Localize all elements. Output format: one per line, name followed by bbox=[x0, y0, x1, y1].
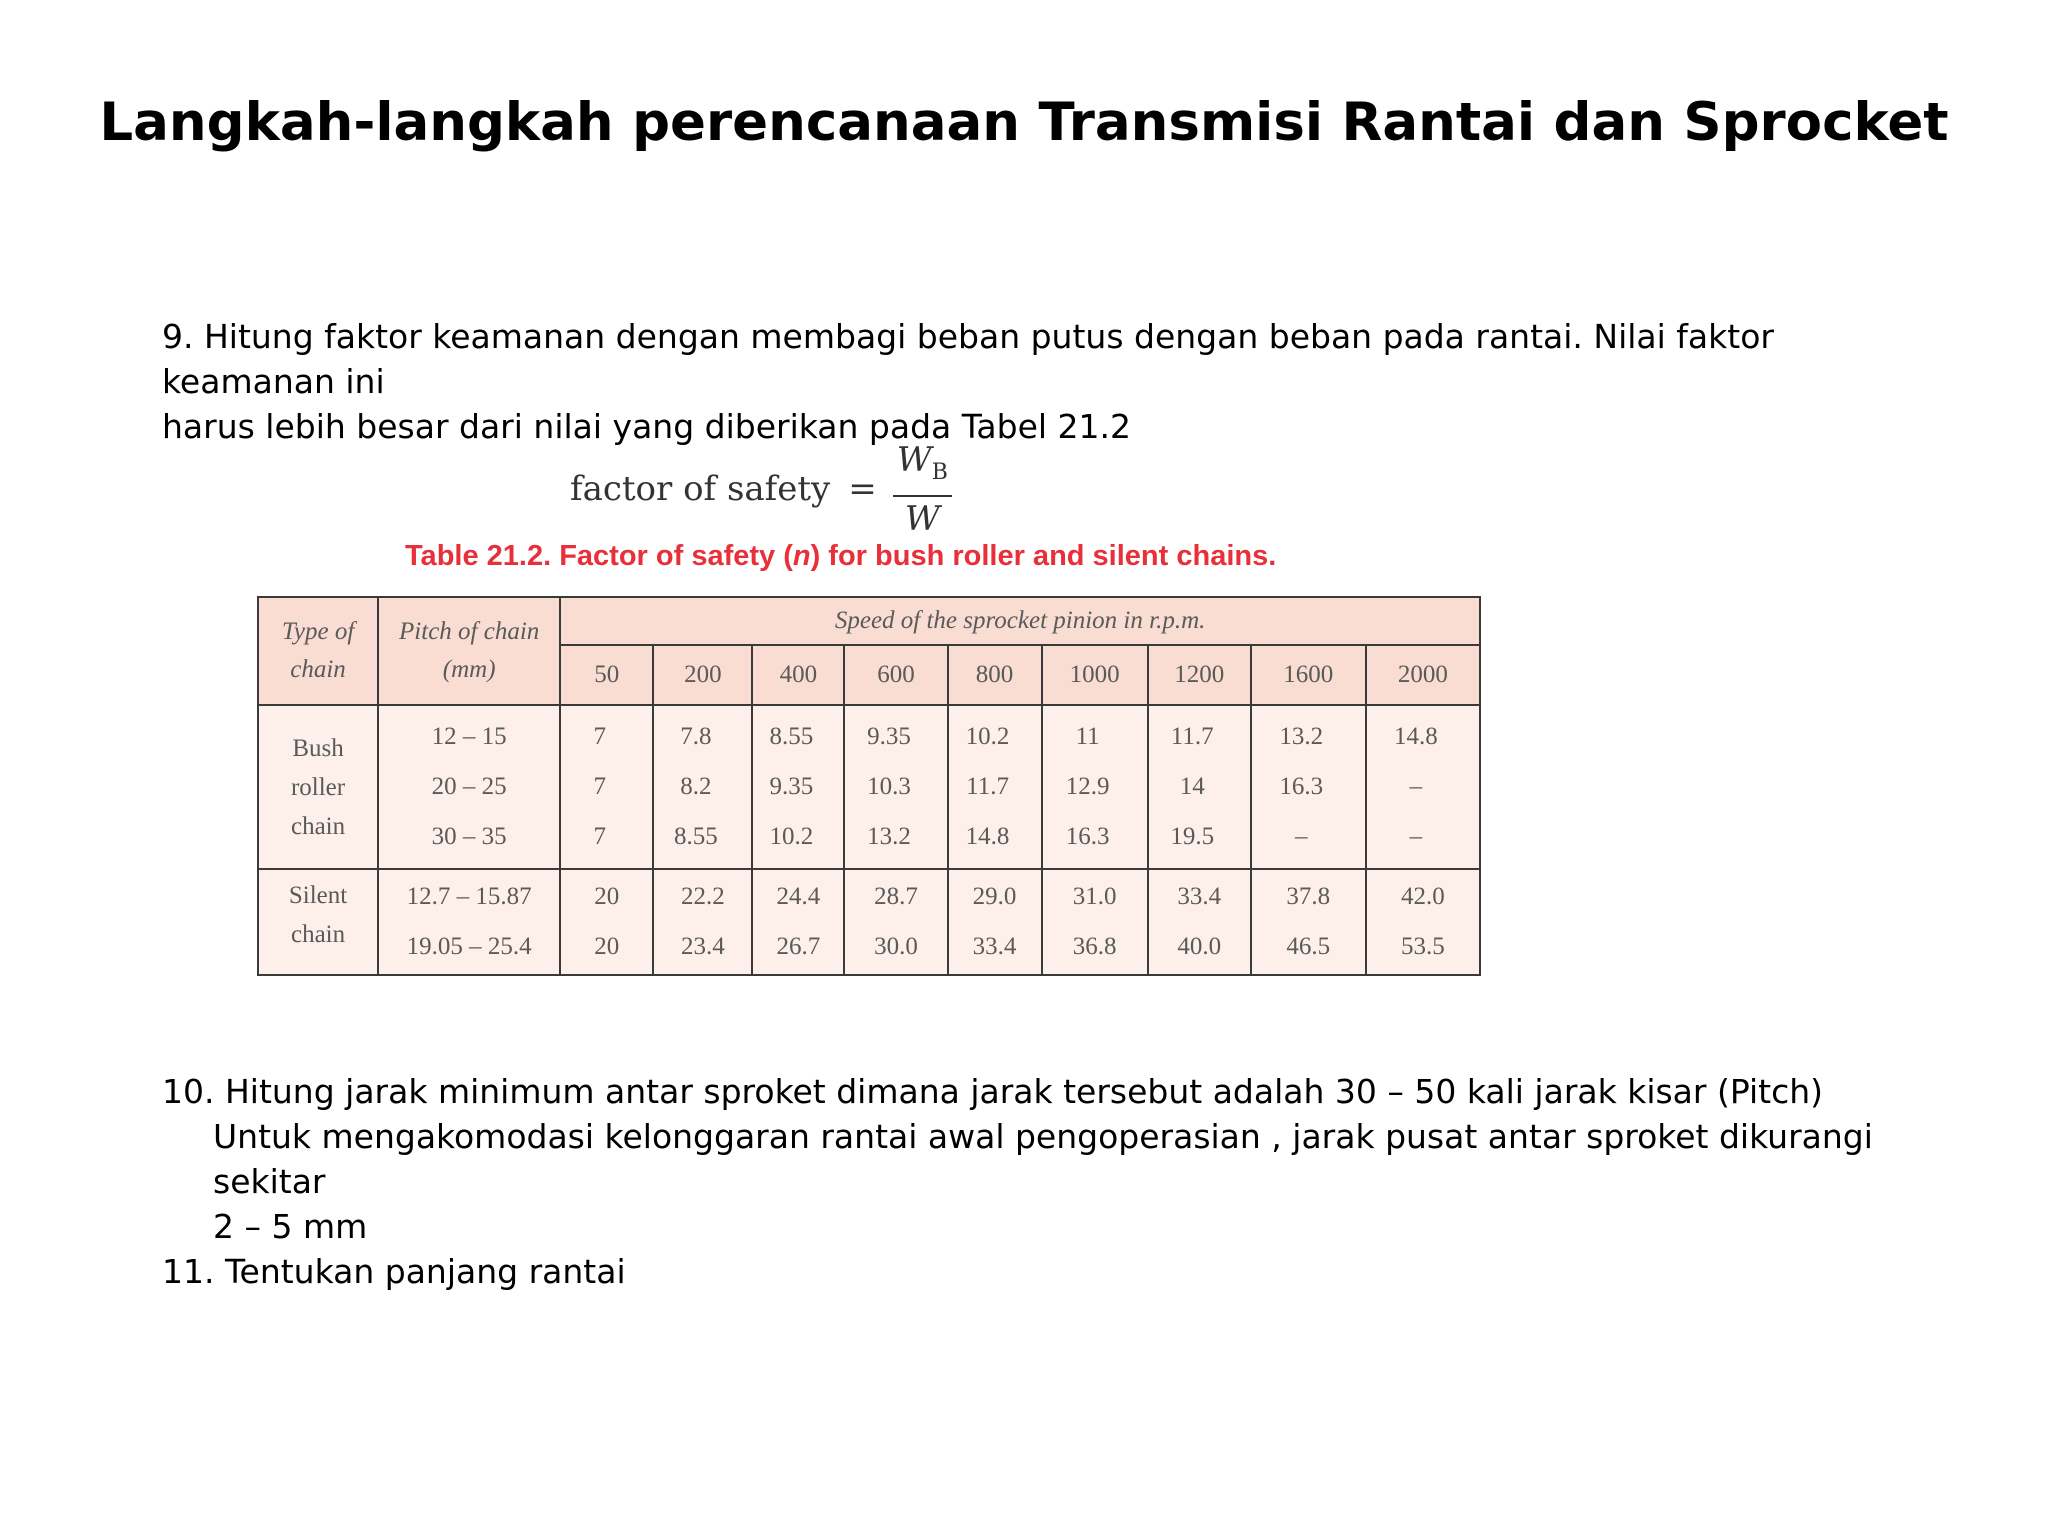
silent-col-50 bbox=[560, 869, 653, 975]
silent-col-1000 bbox=[1042, 869, 1148, 975]
bush-roller-col-2000 bbox=[1366, 705, 1480, 869]
speed-header: 1600 bbox=[1251, 645, 1366, 705]
table-cell: 8.55 bbox=[769, 723, 814, 750]
silent-col-1600 bbox=[1251, 869, 1366, 975]
table-cell: 53.5 bbox=[1401, 933, 1445, 960]
table-header-row-1 bbox=[258, 597, 1480, 645]
speed-header: 2000 bbox=[1366, 645, 1480, 705]
bush-roller-col-1200 bbox=[1148, 705, 1251, 869]
bush-roller-pitches bbox=[378, 705, 560, 869]
formula-label: factor of safety bbox=[570, 469, 831, 510]
table-cell: 13.2 bbox=[867, 823, 911, 850]
speed-header: 1000 bbox=[1042, 645, 1148, 705]
table-caption bbox=[405, 540, 1276, 573]
table-cell: 7 bbox=[593, 823, 607, 850]
table-cell: 16.3 bbox=[1065, 823, 1110, 850]
speed-header: 800 bbox=[948, 645, 1042, 705]
formula-denominator: W bbox=[904, 498, 940, 539]
bush-roller-col-200 bbox=[653, 705, 752, 869]
caption-variable: n bbox=[792, 540, 811, 572]
table-cell: 22.2 bbox=[680, 883, 725, 910]
step-9-line-2: harus lebih besar dari nilai yang diberikan pada Tabel 21.2 bbox=[162, 407, 1132, 446]
silent-col-800 bbox=[948, 869, 1042, 975]
speed-header: 1200 bbox=[1148, 645, 1251, 705]
silent-chain-row bbox=[258, 869, 1480, 975]
bush-roller-col-600 bbox=[844, 705, 947, 869]
speed-header: 200 bbox=[653, 645, 752, 705]
table-cell: 11.7 bbox=[966, 773, 1009, 800]
speed-header: 600 bbox=[844, 645, 947, 705]
step-10-line-1: 10. Hitung jarak minimum antar sproket dimana jarak tersebut adalah 30 – 50 kali jarak kisar (Pitch) bbox=[162, 1072, 1824, 1111]
speed-header: 400 bbox=[752, 645, 844, 705]
table-cell: 10.2 bbox=[769, 823, 814, 850]
table-cell: 36.8 bbox=[1072, 933, 1117, 960]
table-cell: 30.0 bbox=[874, 933, 918, 960]
table-cell: 14 bbox=[1179, 773, 1205, 800]
table-cell: 11.7 bbox=[1170, 723, 1214, 750]
bush-roller-col-50 bbox=[560, 705, 653, 869]
silent-col-400 bbox=[752, 869, 844, 975]
header-type: Type of chain bbox=[258, 597, 378, 705]
slide-title: Langkah-langkah perencanaan Transmisi Rantai dan Sprocket bbox=[99, 92, 1949, 153]
pitch-value: 12.7 – 15.87 bbox=[406, 883, 532, 910]
table-cell: 26.7 bbox=[776, 933, 821, 960]
table-cell: 7.8 bbox=[680, 723, 712, 750]
table-cell: 9.35 bbox=[867, 723, 911, 750]
table-cell: 12.9 bbox=[1065, 773, 1110, 800]
table-cell: 31.0 bbox=[1072, 883, 1117, 910]
table-cell: 14.8 bbox=[1394, 723, 1438, 750]
formula-fraction bbox=[893, 440, 952, 539]
table-cell: 13.2 bbox=[1279, 723, 1324, 750]
table-cell: 19.5 bbox=[1170, 823, 1215, 850]
header-pitch: Pitch of chain (mm) bbox=[378, 597, 560, 705]
table-cell: 29.0 bbox=[972, 883, 1017, 910]
speed-header: 50 bbox=[560, 645, 653, 705]
table-cell: 10.3 bbox=[867, 773, 911, 800]
formula-equals: = bbox=[848, 469, 877, 510]
table-cell: 40.0 bbox=[1177, 933, 1222, 960]
table-cell: 46.5 bbox=[1286, 933, 1331, 960]
table-cell: 33.4 bbox=[1177, 883, 1222, 910]
safety-factor-formula bbox=[570, 440, 952, 539]
bush-roller-type: Bush roller chain bbox=[258, 705, 378, 869]
safety-factor-table bbox=[257, 596, 1481, 976]
step-9-paragraph bbox=[162, 314, 1882, 449]
pitch-value: 30 – 35 bbox=[431, 823, 507, 850]
step-10-line-3: 2 – 5 mm bbox=[213, 1207, 368, 1246]
pitch-value: 20 – 25 bbox=[431, 773, 507, 800]
caption-prefix: Table 21.2. Factor of safety ( bbox=[405, 540, 793, 572]
step-10-line-2: Untuk mengakomodasi kelonggaran rantai awal pengoperasian , jarak pusat antar sproket dikurangi sekitar bbox=[213, 1117, 1873, 1201]
numerator-subscript: B bbox=[931, 459, 948, 485]
table-cell: 9.35 bbox=[769, 773, 814, 800]
table-cell: 20 bbox=[594, 933, 620, 960]
table-cell: 8.55 bbox=[673, 823, 718, 850]
table-cell: 20 bbox=[594, 883, 620, 910]
silent-col-200 bbox=[653, 869, 752, 975]
bush-roller-col-800 bbox=[948, 705, 1042, 869]
step-11-line: 11. Tentukan panjang rantai bbox=[162, 1252, 626, 1291]
table-cell: – bbox=[1295, 823, 1308, 850]
caption-suffix: ) for bush roller and silent chains. bbox=[810, 540, 1277, 572]
numerator-symbol: W bbox=[896, 440, 932, 480]
step-9-line-1: 9. Hitung faktor keamanan dengan membagi beban putus dengan beban pada rantai. Nilai faktor keamanan ini bbox=[162, 317, 1774, 401]
silent-col-2000 bbox=[1366, 869, 1480, 975]
header-speed: Speed of the sprocket pinion in r.p.m. bbox=[560, 597, 1480, 645]
table-cell: 7 bbox=[593, 723, 607, 750]
table-cell: – bbox=[1409, 773, 1423, 800]
formula-numerator bbox=[893, 440, 952, 497]
table-cell: 33.4 bbox=[972, 933, 1017, 960]
pitch-value: 12 – 15 bbox=[431, 723, 507, 750]
table-cell: 16.3 bbox=[1279, 773, 1324, 800]
table-cell: 23.4 bbox=[680, 933, 725, 960]
table-cell: 28.7 bbox=[874, 883, 918, 910]
table-cell: 24.4 bbox=[776, 883, 821, 910]
bush-roller-col-400 bbox=[752, 705, 844, 869]
table-cell: 11 bbox=[1075, 723, 1100, 750]
pitch-value: 19.05 – 25.4 bbox=[406, 933, 532, 960]
bush-roller-row bbox=[258, 705, 1480, 869]
table-cell: 14.8 bbox=[965, 823, 1010, 850]
silent-chain-type: Silent chain bbox=[258, 869, 378, 975]
table-cell: 10.2 bbox=[965, 723, 1010, 750]
silent-col-600 bbox=[844, 869, 947, 975]
silent-col-1200 bbox=[1148, 869, 1251, 975]
silent-chain-pitches bbox=[378, 869, 560, 975]
table-cell: 7 bbox=[593, 773, 607, 800]
table-cell: 8.2 bbox=[680, 773, 712, 800]
step-10-11-paragraph bbox=[162, 1069, 1942, 1294]
table-cell: 42.0 bbox=[1401, 883, 1445, 910]
table-cell: – bbox=[1409, 823, 1423, 850]
bush-roller-col-1000 bbox=[1042, 705, 1148, 869]
table-cell: 37.8 bbox=[1286, 883, 1331, 910]
bush-roller-col-1600 bbox=[1251, 705, 1366, 869]
